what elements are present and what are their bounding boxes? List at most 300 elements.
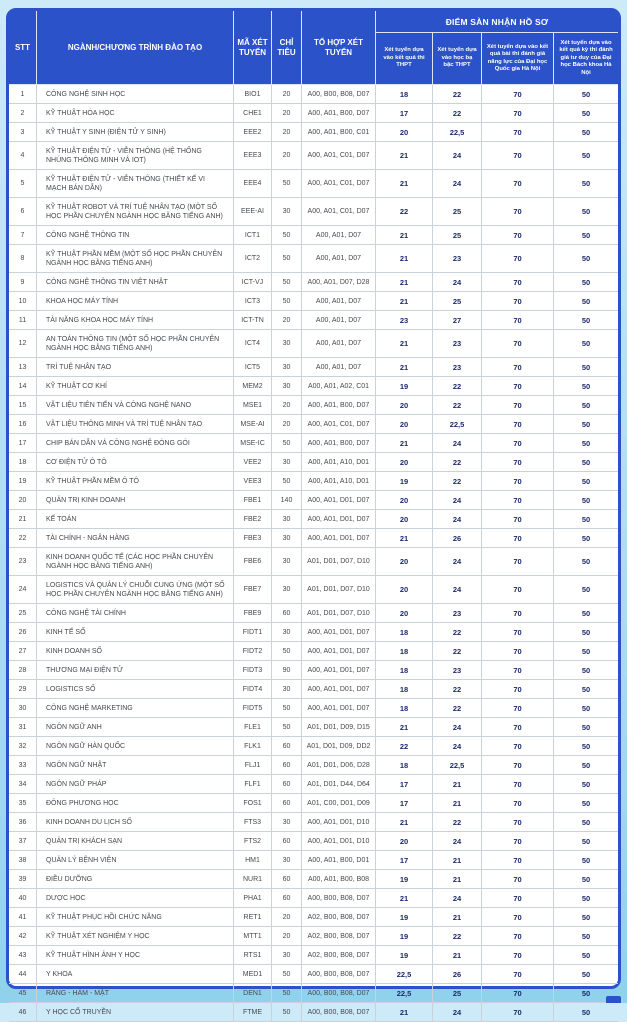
table-row — [9, 548, 618, 576]
row-score-tsa: 50 — [554, 851, 618, 870]
row-subject-combo: A00, A01, D07 — [302, 330, 376, 358]
row-stt: 32 — [9, 737, 37, 756]
row-score-hsa: 70 — [482, 1003, 554, 1022]
row-quota: 50 — [272, 642, 302, 661]
col-header-score-thpt: Xét tuyển dựa vào kết quả thi THPT — [376, 33, 433, 85]
row-admission-code: EEE3 — [234, 142, 272, 170]
row-score-hocba: 22 — [433, 699, 482, 718]
row-admission-code: FBE6 — [234, 548, 272, 576]
row-stt: 8 — [9, 245, 37, 273]
row-score-hocba: 22,5 — [433, 123, 482, 142]
row-subject-combo: A00, A01, D07 — [302, 358, 376, 377]
row-score-tsa: 50 — [554, 510, 618, 529]
row-score-tsa: 50 — [554, 604, 618, 623]
row-score-thpt: 23 — [376, 311, 433, 330]
row-subject-combo: A01, D01, D07, D10 — [302, 548, 376, 576]
corner-accent — [606, 996, 621, 1003]
row-score-hsa: 70 — [482, 775, 554, 794]
row-score-hocba: 23 — [433, 358, 482, 377]
row-subject-combo: A00, A01, D01, D10 — [302, 832, 376, 851]
row-score-thpt: 17 — [376, 775, 433, 794]
row-stt: 37 — [9, 832, 37, 851]
row-program-name: NGÔN NGỮ ANH — [37, 718, 234, 737]
row-quota: 50 — [272, 434, 302, 453]
table-row — [9, 198, 618, 226]
row-subject-combo: A01, D01, D44, D64 — [302, 775, 376, 794]
row-admission-code: FBE1 — [234, 491, 272, 510]
row-score-thpt: 18 — [376, 699, 433, 718]
row-score-tsa: 50 — [554, 794, 618, 813]
row-score-thpt: 21 — [376, 273, 433, 292]
row-program-name: ĐIỀU DƯỠNG — [37, 870, 234, 889]
row-score-tsa: 50 — [554, 889, 618, 908]
row-program-name: QUẢN TRỊ KHÁCH SẠN — [37, 832, 234, 851]
row-score-thpt: 17 — [376, 794, 433, 813]
row-score-thpt: 20 — [376, 832, 433, 851]
table-row — [9, 908, 618, 927]
row-score-tsa: 50 — [554, 813, 618, 832]
row-program-name: KỸ THUẬT XÉT NGHIỆM Y HỌC — [37, 927, 234, 946]
row-stt: 31 — [9, 718, 37, 737]
row-score-thpt: 19 — [376, 946, 433, 965]
row-subject-combo: A00, A01, B00, D07 — [302, 434, 376, 453]
table-row — [9, 142, 618, 170]
row-admission-code: ICT-TN — [234, 311, 272, 330]
row-admission-code: FIDT2 — [234, 642, 272, 661]
table-row — [9, 453, 618, 472]
table-row — [9, 756, 618, 775]
row-score-tsa: 50 — [554, 434, 618, 453]
row-quota: 50 — [272, 292, 302, 311]
row-subject-combo: A02, B00, B08, D07 — [302, 946, 376, 965]
row-score-hocba: 25 — [433, 292, 482, 311]
row-subject-combo: A00, A01, C01, D07 — [302, 198, 376, 226]
row-score-thpt: 20 — [376, 548, 433, 576]
row-subject-combo: A01, D01, D07, D10 — [302, 604, 376, 623]
table-row — [9, 813, 618, 832]
row-subject-combo: A00, A01, A10, D01 — [302, 472, 376, 491]
row-score-hsa: 70 — [482, 472, 554, 491]
row-program-name: TÀI NĂNG KHOA HỌC MÁY TÍNH — [37, 311, 234, 330]
row-subject-combo: A00, A01, D01, D07 — [302, 699, 376, 718]
row-program-name: TÀI CHÍNH - NGÂN HÀNG — [37, 529, 234, 548]
row-subject-combo: A00, A01, D01, D07 — [302, 529, 376, 548]
table-row — [9, 472, 618, 491]
row-subject-combo: A00, A01, A10, D01 — [302, 453, 376, 472]
row-score-hocba: 24 — [433, 273, 482, 292]
row-quota: 60 — [272, 870, 302, 889]
row-quota: 30 — [272, 623, 302, 642]
row-score-thpt: 21 — [376, 170, 433, 198]
row-admission-code: VEE3 — [234, 472, 272, 491]
row-stt: 33 — [9, 756, 37, 775]
row-score-tsa: 50 — [554, 623, 618, 642]
row-score-thpt: 18 — [376, 661, 433, 680]
row-program-name: KỸ THUẬT CƠ KHÍ — [37, 377, 234, 396]
col-header-stt: STT — [9, 11, 37, 85]
row-program-name: RĂNG - HÀM - MẶT — [37, 984, 234, 1003]
row-subject-combo: A01, D01, D06, D28 — [302, 756, 376, 775]
row-score-hsa: 70 — [482, 794, 554, 813]
row-score-hocba: 21 — [433, 851, 482, 870]
table-row — [9, 123, 618, 142]
row-score-thpt: 19 — [376, 472, 433, 491]
row-score-hsa: 70 — [482, 623, 554, 642]
row-score-hocba: 26 — [433, 529, 482, 548]
col-header-score-hsa: Xét tuyển dựa vào kết quả bài thi đánh giá năng lực của Đại học Quốc gia Hà Nội — [482, 33, 554, 85]
row-stt: 9 — [9, 273, 37, 292]
row-subject-combo: A00, A01, D07 — [302, 311, 376, 330]
row-stt: 25 — [9, 604, 37, 623]
row-subject-combo: A00, A01, B00, D07 — [302, 396, 376, 415]
row-score-hsa: 70 — [482, 642, 554, 661]
row-program-name: KỸ THUẬT Y SINH (ĐIỆN TỬ Y SINH) — [37, 123, 234, 142]
row-score-hocba: 24 — [433, 491, 482, 510]
row-score-tsa: 50 — [554, 661, 618, 680]
row-score-hsa: 70 — [482, 311, 554, 330]
row-stt: 22 — [9, 529, 37, 548]
table-header — [9, 11, 618, 85]
table-row — [9, 623, 618, 642]
row-admission-code: ICT5 — [234, 358, 272, 377]
row-subject-combo: A00, A01, A02, C01 — [302, 377, 376, 396]
row-subject-combo: A00, A01, C01, D07 — [302, 142, 376, 170]
row-subject-combo: A00, A01, D01, D07 — [302, 680, 376, 699]
row-admission-code: EEE4 — [234, 170, 272, 198]
row-score-hocba: 24 — [433, 737, 482, 756]
row-stt: 24 — [9, 576, 37, 604]
row-quota: 20 — [272, 311, 302, 330]
row-admission-code: EEE-AI — [234, 198, 272, 226]
row-subject-combo: A00, A01, B00, D07 — [302, 104, 376, 123]
row-score-thpt: 22 — [376, 737, 433, 756]
row-score-thpt: 19 — [376, 927, 433, 946]
row-score-hocba: 24 — [433, 142, 482, 170]
row-score-tsa: 50 — [554, 226, 618, 245]
row-admission-code: FIDT1 — [234, 623, 272, 642]
row-score-hsa: 70 — [482, 453, 554, 472]
row-score-tsa: 50 — [554, 396, 618, 415]
row-admission-code: FIDT4 — [234, 680, 272, 699]
row-score-hsa: 70 — [482, 851, 554, 870]
row-subject-combo: A00, A01, B00, B08 — [302, 870, 376, 889]
row-score-hocba: 24 — [433, 434, 482, 453]
row-score-thpt: 18 — [376, 756, 433, 775]
row-score-tsa: 50 — [554, 358, 618, 377]
row-score-hocba: 23 — [433, 330, 482, 358]
row-admission-code: FBE2 — [234, 510, 272, 529]
row-admission-code: FBE3 — [234, 529, 272, 548]
row-quota: 50 — [272, 472, 302, 491]
row-stt: 36 — [9, 813, 37, 832]
row-program-name: CÔNG NGHỆ THÔNG TIN VIỆT NHẬT — [37, 273, 234, 292]
row-quota: 50 — [272, 718, 302, 737]
row-score-hocba: 21 — [433, 946, 482, 965]
row-score-hsa: 70 — [482, 198, 554, 226]
row-quota: 20 — [272, 415, 302, 434]
row-score-hsa: 70 — [482, 377, 554, 396]
row-score-hocba: 21 — [433, 870, 482, 889]
row-score-thpt: 21 — [376, 292, 433, 311]
table-row — [9, 434, 618, 453]
row-score-hocba: 23 — [433, 661, 482, 680]
row-score-tsa: 50 — [554, 756, 618, 775]
row-admission-code: FTME — [234, 1003, 272, 1022]
row-score-tsa: 50 — [554, 104, 618, 123]
row-score-hsa: 70 — [482, 756, 554, 775]
row-score-hsa: 70 — [482, 718, 554, 737]
row-admission-code: ICT4 — [234, 330, 272, 358]
row-score-hocba: 21 — [433, 908, 482, 927]
table-row — [9, 377, 618, 396]
row-admission-code: VEE2 — [234, 453, 272, 472]
row-subject-combo: A00, A01, C01, D07 — [302, 170, 376, 198]
row-program-name: LOGISTICS VÀ QUẢN LÝ CHUỖI CUNG ỨNG (MỘT SỐ HỌC PHẦN CHUYÊN NGÀNH HỌC BẰNG TIẾNG ANH) — [37, 576, 234, 604]
row-subject-combo: A00, B00, B08, D07 — [302, 1003, 376, 1022]
row-subject-combo: A00, A01, D07 — [302, 226, 376, 245]
row-score-hsa: 70 — [482, 529, 554, 548]
row-admission-code: ICT-VJ — [234, 273, 272, 292]
row-stt: 3 — [9, 123, 37, 142]
row-quota: 30 — [272, 946, 302, 965]
row-score-tsa: 50 — [554, 965, 618, 984]
row-subject-combo: A00, A01, D01, D07 — [302, 642, 376, 661]
row-quota: 50 — [272, 170, 302, 198]
row-stt: 42 — [9, 927, 37, 946]
row-quota: 20 — [272, 927, 302, 946]
row-admission-code: ICT1 — [234, 226, 272, 245]
row-score-tsa: 50 — [554, 292, 618, 311]
row-score-hsa: 70 — [482, 415, 554, 434]
row-admission-code: RTS1 — [234, 946, 272, 965]
row-score-tsa: 50 — [554, 737, 618, 756]
row-program-name: DƯỢC HỌC — [37, 889, 234, 908]
row-program-name: NGÔN NGỮ HÀN QUỐC — [37, 737, 234, 756]
row-score-hocba: 22,5 — [433, 756, 482, 775]
row-quota: 30 — [272, 548, 302, 576]
row-score-tsa: 50 — [554, 170, 618, 198]
row-score-hocba: 24 — [433, 170, 482, 198]
row-admission-code: FLE1 — [234, 718, 272, 737]
table-row — [9, 832, 618, 851]
row-stt: 13 — [9, 358, 37, 377]
row-program-name: CHIP BÁN DẪN VÀ CÔNG NGHỆ ĐÓNG GÓI — [37, 434, 234, 453]
row-subject-combo: A00, B00, B08, D07 — [302, 984, 376, 1003]
row-score-tsa: 50 — [554, 198, 618, 226]
row-score-tsa: 50 — [554, 273, 618, 292]
row-score-tsa: 50 — [554, 245, 618, 273]
row-score-thpt: 21 — [376, 529, 433, 548]
row-quota: 30 — [272, 377, 302, 396]
row-score-thpt: 22 — [376, 198, 433, 226]
row-score-hocba: 22 — [433, 85, 482, 104]
row-stt: 19 — [9, 472, 37, 491]
row-score-hocba: 22 — [433, 453, 482, 472]
table-row — [9, 226, 618, 245]
row-score-hocba: 23 — [433, 245, 482, 273]
row-quota: 60 — [272, 889, 302, 908]
row-subject-combo: A01, D01, D09, D15 — [302, 718, 376, 737]
row-score-thpt: 22,5 — [376, 984, 433, 1003]
row-score-thpt: 18 — [376, 623, 433, 642]
row-stt: 26 — [9, 623, 37, 642]
table-row — [9, 927, 618, 946]
table-row — [9, 680, 618, 699]
row-score-hsa: 70 — [482, 889, 554, 908]
row-score-tsa: 50 — [554, 908, 618, 927]
row-score-hocba: 22 — [433, 104, 482, 123]
table-row — [9, 311, 618, 330]
row-score-hocba: 23 — [433, 604, 482, 623]
row-program-name: KỸ THUẬT ROBOT VÀ TRÍ TUỆ NHÂN TẠO (MỘT SỐ HỌC PHẦN CHUYÊN NGÀNH HỌC BẰNG TIẾNG ANH) — [37, 198, 234, 226]
row-subject-combo: A02, B00, B08, D07 — [302, 908, 376, 927]
row-stt: 7 — [9, 226, 37, 245]
row-program-name: KỸ THUẬT PHẦN MỀM Ô TÔ — [37, 472, 234, 491]
row-program-name: KINH DOANH DU LỊCH SỐ — [37, 813, 234, 832]
table-row — [9, 965, 618, 984]
row-score-hsa: 70 — [482, 661, 554, 680]
row-admission-code: FIDT5 — [234, 699, 272, 718]
row-program-name: CÔNG NGHỆ MARKETING — [37, 699, 234, 718]
row-subject-combo: A00, A01, B00, D01 — [302, 851, 376, 870]
row-quota: 50 — [272, 245, 302, 273]
row-program-name: KỸ THUẬT ĐIỆN TỬ - VIỄN THÔNG (THIẾT KẾ VI MẠCH BÁN DẪN) — [37, 170, 234, 198]
row-subject-combo: A00, A01, D01, D07 — [302, 491, 376, 510]
table-row — [9, 330, 618, 358]
row-quota: 50 — [272, 273, 302, 292]
row-score-thpt: 21 — [376, 245, 433, 273]
row-stt: 39 — [9, 870, 37, 889]
row-admission-code: FLF1 — [234, 775, 272, 794]
row-score-thpt: 17 — [376, 851, 433, 870]
table-row — [9, 529, 618, 548]
row-score-hsa: 70 — [482, 491, 554, 510]
row-score-thpt: 21 — [376, 813, 433, 832]
row-score-hocba: 22 — [433, 680, 482, 699]
row-stt: 20 — [9, 491, 37, 510]
row-score-tsa: 50 — [554, 330, 618, 358]
row-score-hsa: 70 — [482, 832, 554, 851]
row-score-hsa: 70 — [482, 142, 554, 170]
row-stt: 45 — [9, 984, 37, 1003]
row-score-tsa: 50 — [554, 576, 618, 604]
row-program-name: KỸ THUẬT PHẦN MỀM (MỘT SỐ HỌC PHẦN CHUYÊN NGÀNH HỌC BẰNG TIẾNG ANH) — [37, 245, 234, 273]
row-stt: 28 — [9, 661, 37, 680]
row-quota: 20 — [272, 142, 302, 170]
row-quota: 20 — [272, 104, 302, 123]
row-admission-code: BIO1 — [234, 85, 272, 104]
row-score-tsa: 50 — [554, 415, 618, 434]
row-stt: 29 — [9, 680, 37, 699]
row-score-hsa: 70 — [482, 548, 554, 576]
table-row — [9, 415, 618, 434]
row-program-name: KHOA HỌC MÁY TÍNH — [37, 292, 234, 311]
row-program-name: QUẢN TRỊ KINH DOANH — [37, 491, 234, 510]
row-score-thpt: 20 — [376, 491, 433, 510]
row-score-hocba: 22 — [433, 396, 482, 415]
row-score-hsa: 70 — [482, 104, 554, 123]
row-score-hsa: 70 — [482, 123, 554, 142]
table-row — [9, 946, 618, 965]
row-score-tsa: 50 — [554, 142, 618, 170]
row-score-thpt: 21 — [376, 142, 433, 170]
row-subject-combo: A00, B00, B08, D07 — [302, 85, 376, 104]
row-program-name: CÔNG NGHỆ SINH HỌC — [37, 85, 234, 104]
row-score-hocba: 22 — [433, 623, 482, 642]
row-score-thpt: 20 — [376, 123, 433, 142]
row-stt: 18 — [9, 453, 37, 472]
row-program-name: KỸ THUẬT ĐIỆN TỬ - VIỄN THÔNG (HỆ THỐNG NHÚNG THÔNG MINH VÀ IOT) — [37, 142, 234, 170]
row-score-thpt: 18 — [376, 642, 433, 661]
row-stt: 41 — [9, 908, 37, 927]
row-stt: 5 — [9, 170, 37, 198]
row-stt: 35 — [9, 794, 37, 813]
row-subject-combo: A00, A01, D07, D28 — [302, 273, 376, 292]
row-admission-code: RET1 — [234, 908, 272, 927]
row-stt: 1 — [9, 85, 37, 104]
table-row — [9, 170, 618, 198]
row-stt: 44 — [9, 965, 37, 984]
row-score-tsa: 50 — [554, 85, 618, 104]
row-subject-combo: A00, A01, D01, D10 — [302, 813, 376, 832]
row-score-hsa: 70 — [482, 984, 554, 1003]
row-quota: 50 — [272, 1003, 302, 1022]
table-row — [9, 292, 618, 311]
table-row — [9, 794, 618, 813]
row-quota: 60 — [272, 832, 302, 851]
row-stt: 21 — [9, 510, 37, 529]
row-program-name: CƠ ĐIỆN TỬ Ô TÔ — [37, 453, 234, 472]
row-score-hsa: 70 — [482, 946, 554, 965]
row-program-name: KINH DOANH SỐ — [37, 642, 234, 661]
row-program-name: Y KHOA — [37, 965, 234, 984]
row-admission-code: DEN1 — [234, 984, 272, 1003]
row-subject-combo: A00, A01, D07 — [302, 245, 376, 273]
row-quota: 30 — [272, 358, 302, 377]
table-row — [9, 699, 618, 718]
row-stt: 14 — [9, 377, 37, 396]
table-body — [9, 85, 618, 1022]
row-score-hsa: 70 — [482, 292, 554, 311]
row-stt: 16 — [9, 415, 37, 434]
col-header-score-hocba: Xét tuyển dựa vào học bạ bậc THPT — [433, 33, 482, 85]
row-score-hsa: 70 — [482, 908, 554, 927]
table-row — [9, 642, 618, 661]
table-row — [9, 104, 618, 123]
row-score-hocba: 25 — [433, 226, 482, 245]
row-quota: 50 — [272, 699, 302, 718]
row-quota: 30 — [272, 576, 302, 604]
row-stt: 4 — [9, 142, 37, 170]
row-score-tsa: 50 — [554, 642, 618, 661]
row-score-hsa: 70 — [482, 737, 554, 756]
row-score-hocba: 22 — [433, 813, 482, 832]
row-score-hocba: 27 — [433, 311, 482, 330]
row-program-name: ĐÔNG PHƯƠNG HỌC — [37, 794, 234, 813]
row-score-hocba: 25 — [433, 198, 482, 226]
row-score-tsa: 50 — [554, 984, 618, 1003]
row-quota: 30 — [272, 529, 302, 548]
row-quota: 20 — [272, 908, 302, 927]
row-admission-code: FIDT3 — [234, 661, 272, 680]
row-stt: 34 — [9, 775, 37, 794]
row-admission-code: FOS1 — [234, 794, 272, 813]
row-program-name: THƯƠNG MẠI ĐIỆN TỬ — [37, 661, 234, 680]
row-score-hsa: 70 — [482, 576, 554, 604]
row-score-hsa: 70 — [482, 170, 554, 198]
row-program-name: LOGISTICS SỐ — [37, 680, 234, 699]
row-program-name: NGÔN NGỮ NHẬT — [37, 756, 234, 775]
